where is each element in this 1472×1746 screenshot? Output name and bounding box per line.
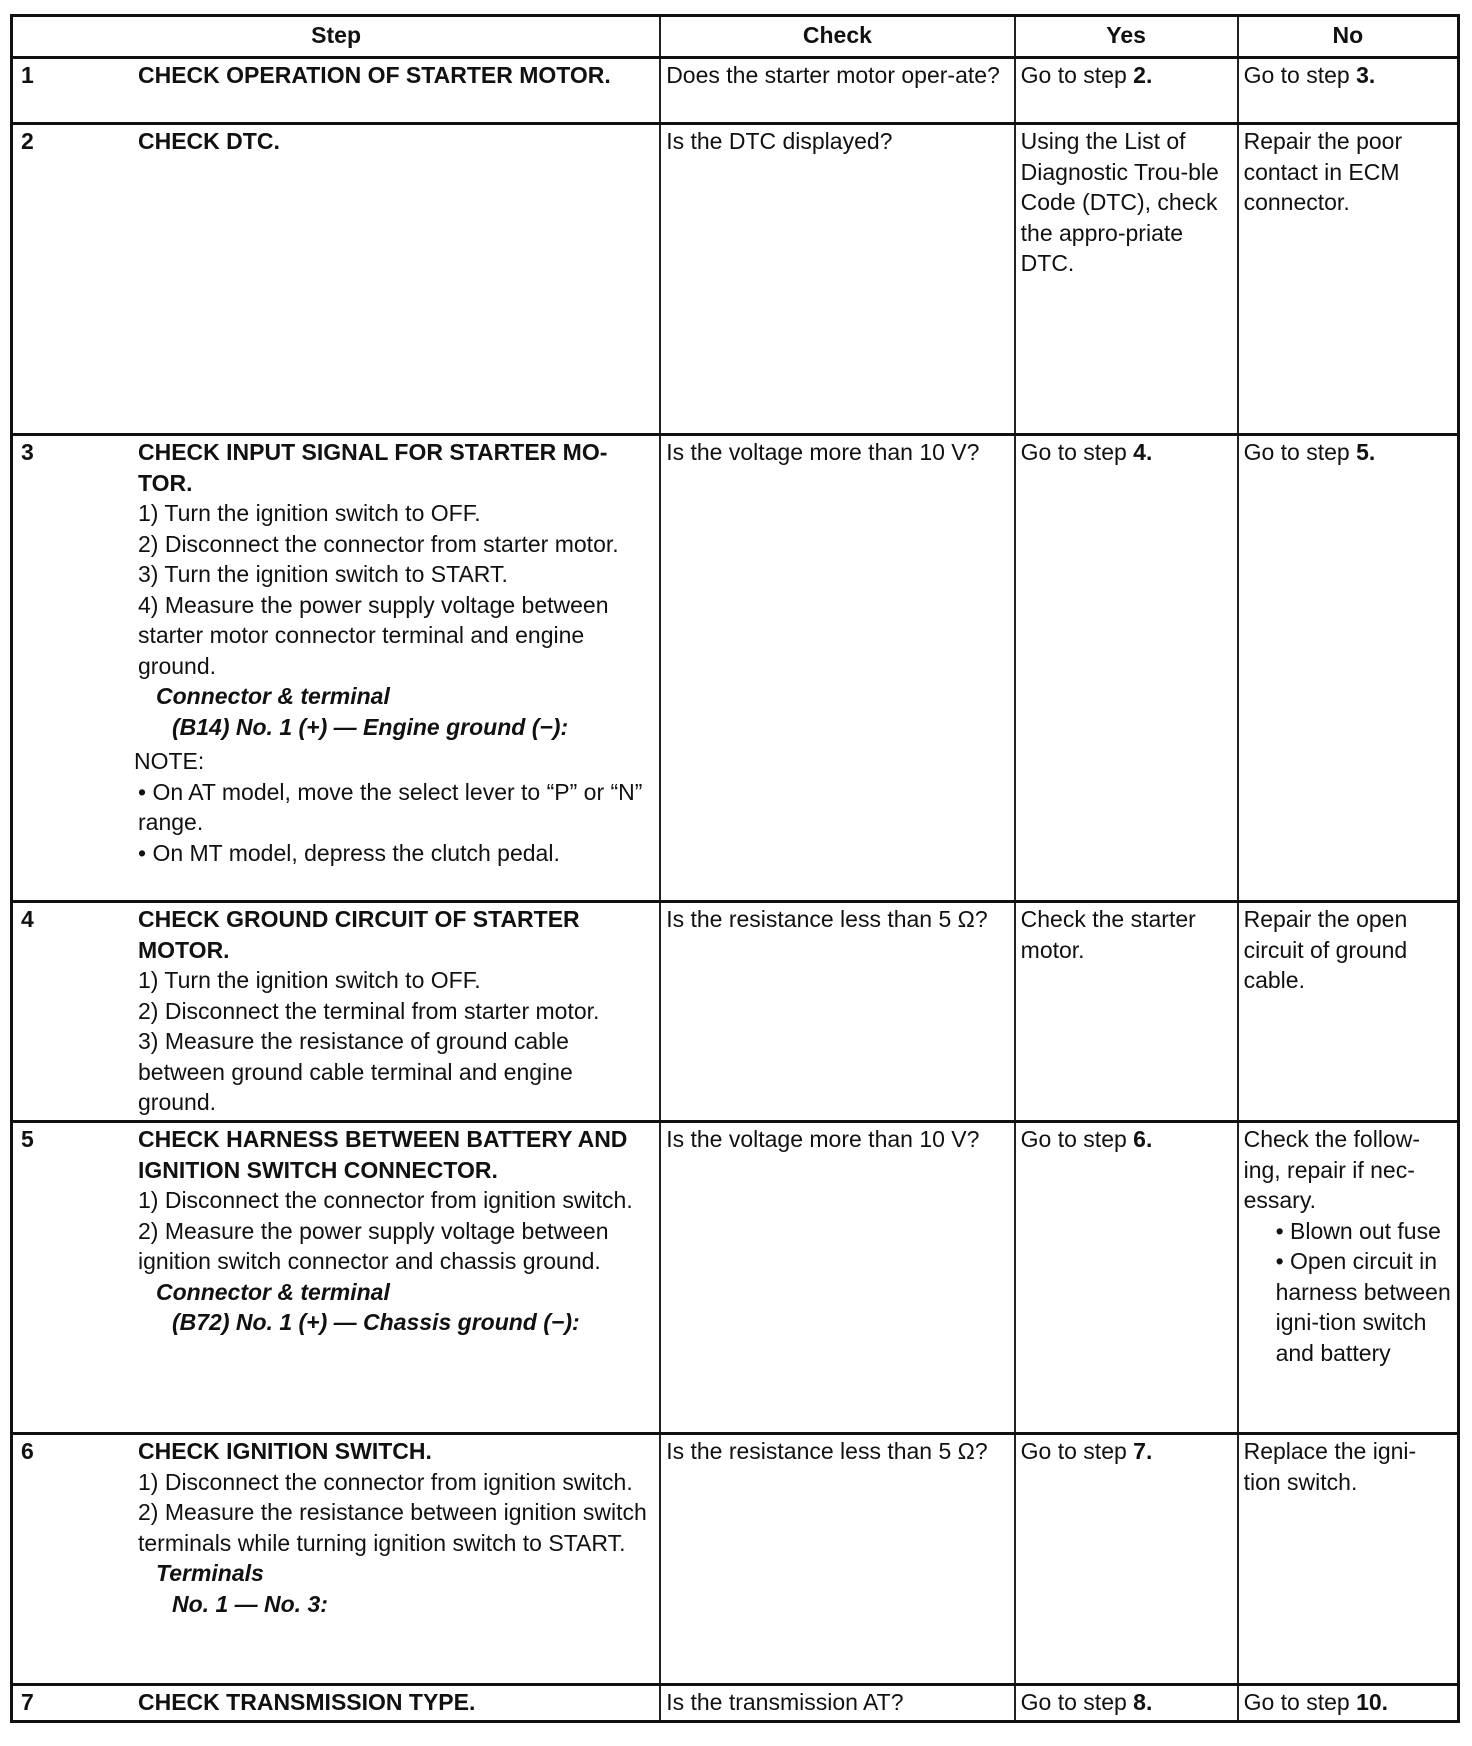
step-title: CHECK IGNITION SWITCH.	[138, 1438, 432, 1464]
table-row	[12, 1434, 1459, 1685]
step-cell	[12, 1122, 661, 1434]
check-cell: Is the transmission AT?	[660, 1685, 1014, 1722]
no-cell	[1238, 58, 1459, 124]
step-number: 6	[21, 1438, 34, 1464]
no-list-item: • Blown out fuse	[1275, 1217, 1441, 1244]
procedure-step: 3) Turn the ignition switch to START.	[138, 561, 508, 587]
no-step-link: 3.	[1356, 62, 1376, 88]
procedure-step: 1) Disconnect the connector from ignition switch.	[138, 1468, 633, 1495]
table-row	[12, 58, 1459, 124]
header-check: Check	[660, 16, 1014, 58]
spec-value: (B72) No. 1 (+) — Chassis ground (−):	[172, 1309, 580, 1335]
check-cell: Is the resistance less than 5 Ω?	[660, 1434, 1014, 1685]
procedure-step: 2) Disconnect the terminal from starter motor.	[138, 997, 600, 1024]
spec-label: Connector & terminal	[156, 1278, 390, 1305]
header-row	[12, 16, 1459, 58]
no-cell	[1238, 435, 1459, 902]
no-cell: Replace the igni-tion switch.	[1238, 1434, 1459, 1685]
step-cell	[12, 1685, 661, 1722]
check-cell: Is the voltage more than 10 V?	[660, 1122, 1014, 1434]
procedure-step: 1) Turn the ignition switch to OFF.	[138, 500, 481, 526]
note-item: • On MT model, depress the clutch pedal.	[138, 839, 560, 866]
table-row	[12, 902, 1459, 1122]
no-step-link: 10.	[1356, 1689, 1389, 1715]
step-number: 5	[21, 1126, 34, 1152]
step-cell	[12, 1434, 661, 1685]
yes-step-link: 6.	[1133, 1126, 1153, 1152]
step-title: CHECK GROUND CIRCUIT OF STARTER MOTOR.	[138, 906, 580, 963]
header-step: Step	[12, 16, 661, 58]
step-cell	[12, 435, 661, 902]
yes-cell	[1015, 1685, 1238, 1722]
yes-text: Go to step	[1020, 62, 1134, 88]
no-text: Go to step	[1243, 62, 1357, 88]
step-number: 2	[21, 128, 34, 154]
no-list-item: • Open circuit in harness between igni-tion switch and battery	[1275, 1248, 1451, 1366]
yes-step-link: 4.	[1133, 439, 1153, 465]
table-row	[12, 1122, 1459, 1434]
yes-text: Go to step	[1020, 1438, 1134, 1464]
no-text: Go to step	[1243, 439, 1357, 465]
step-title: CHECK HARNESS BETWEEN BATTERY AND IGNITION SWITCH CONNECTOR.	[138, 1126, 628, 1183]
yes-cell: Using the List of Diagnostic Trou-ble Code (DTC), check the appro-priate DTC.	[1015, 124, 1238, 435]
yes-step-link: 7.	[1133, 1438, 1153, 1464]
check-cell: Does the starter motor oper-ate?	[660, 58, 1014, 124]
step-cell	[12, 58, 661, 124]
no-text: Go to step	[1243, 1689, 1357, 1715]
procedure-step: 2) Measure the power supply voltage between ignition switch connector and chassis ground.	[138, 1217, 609, 1274]
yes-cell: Check the starter motor.	[1015, 902, 1238, 1122]
procedure-step: 2) Disconnect the connector from starter motor.	[138, 530, 619, 557]
spec-value: No. 1 — No. 3:	[172, 1590, 328, 1617]
table-row	[12, 1685, 1459, 1722]
check-cell: Is the DTC displayed?	[660, 124, 1014, 435]
spec-label: Terminals	[156, 1560, 264, 1586]
diagnostic-table	[10, 14, 1460, 1723]
step-number: 4	[21, 906, 34, 932]
no-cell: Repair the open circuit of ground cable.	[1238, 902, 1459, 1122]
yes-step-link: 2.	[1133, 62, 1153, 88]
spec-value: (B14) No. 1 (+) — Engine ground (−):	[172, 713, 569, 740]
table-row	[12, 435, 1459, 902]
no-cell	[1238, 1685, 1459, 1722]
check-cell: Is the resistance less than 5 Ω?	[660, 902, 1014, 1122]
step-number: 7	[21, 1689, 34, 1715]
note-label: NOTE:	[134, 748, 205, 774]
step-title: CHECK DTC.	[138, 128, 280, 154]
step-number: 1	[21, 62, 34, 88]
yes-cell	[1015, 1122, 1238, 1434]
step-title: CHECK OPERATION OF STARTER MOTOR.	[138, 62, 611, 88]
yes-text: Go to step	[1020, 1689, 1134, 1715]
yes-step-link: 8.	[1133, 1689, 1153, 1715]
procedure-step: 1) Turn the ignition switch to OFF.	[138, 967, 481, 993]
header-no: No	[1238, 16, 1459, 58]
yes-text: Go to step	[1020, 439, 1134, 465]
table-row	[12, 124, 1459, 435]
no-cell: Repair the poor contact in ECM connector.	[1238, 124, 1459, 435]
yes-text: Go to step	[1020, 1126, 1134, 1152]
step-title: CHECK INPUT SIGNAL FOR STARTER MO-TOR.	[138, 439, 608, 496]
step-title: CHECK TRANSMISSION TYPE.	[138, 1689, 476, 1715]
step-cell	[12, 124, 661, 435]
procedure-step: 4) Measure the power supply voltage between starter motor connector terminal and engine ground.	[138, 591, 609, 679]
yes-cell	[1015, 1434, 1238, 1685]
no-intro: Check the follow-ing, repair if nec-essary.	[1243, 1126, 1420, 1213]
yes-cell	[1015, 58, 1238, 124]
procedure-step: 3) Measure the resistance of ground cable between ground cable terminal and engine ground.	[138, 1028, 573, 1115]
yes-cell	[1015, 435, 1238, 902]
step-number: 3	[21, 439, 34, 465]
no-cell	[1238, 1122, 1459, 1434]
procedure-step: 2) Measure the resistance between ignition switch terminals while turning ignition switch to START.	[138, 1499, 647, 1556]
spec-label: Connector & terminal	[156, 683, 390, 709]
procedure-step: 1) Disconnect the connector from ignition switch.	[138, 1187, 633, 1213]
check-cell: Is the voltage more than 10 V?	[660, 435, 1014, 902]
note-item: • On AT model, move the select lever to “P” or “N” range.	[138, 778, 643, 835]
no-step-link: 5.	[1356, 439, 1376, 465]
header-yes: Yes	[1015, 16, 1238, 58]
step-cell	[12, 902, 661, 1122]
